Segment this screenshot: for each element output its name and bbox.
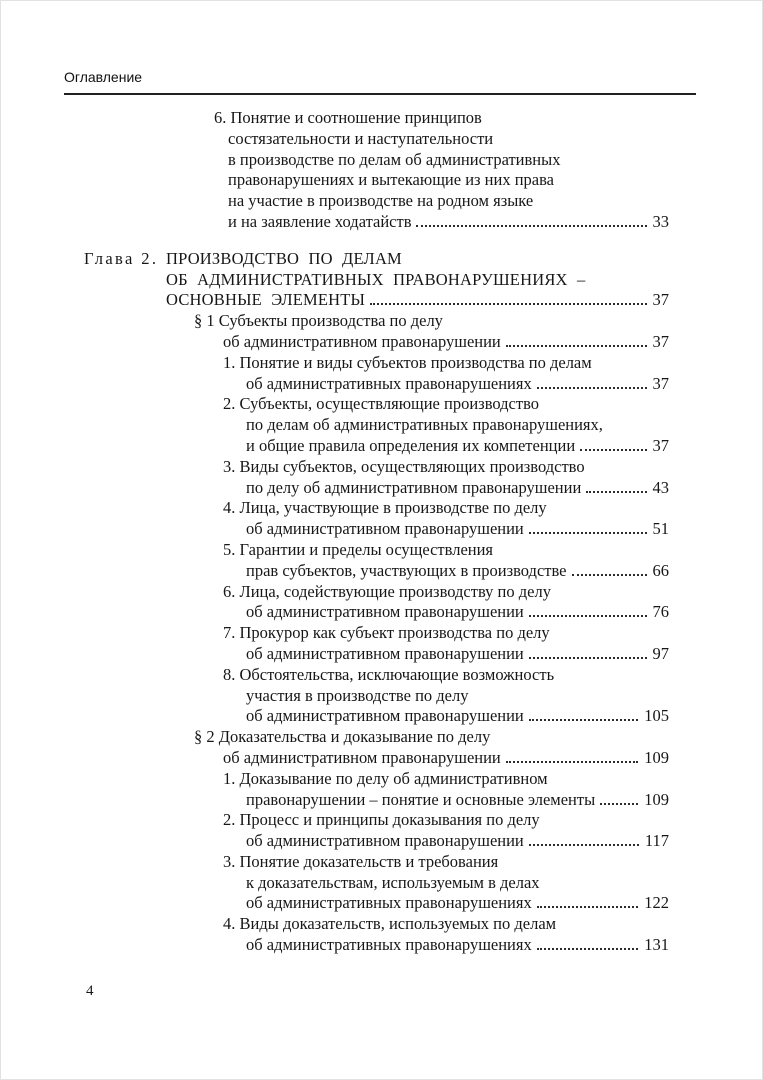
toc-line bbox=[246, 436, 669, 457]
toc-line bbox=[246, 374, 669, 395]
toc-line bbox=[246, 935, 669, 956]
toc-line bbox=[223, 914, 669, 935]
toc-entry-text: 4. Виды доказательств, используемых по делам bbox=[223, 914, 557, 934]
toc-entry-text: в производстве по делам об административных bbox=[228, 149, 561, 169]
toc-entry bbox=[64, 623, 669, 665]
toc-entry-text: об административном правонарушении bbox=[246, 643, 524, 663]
dot-leader bbox=[506, 761, 638, 763]
toc-entry-text: § 2 Доказательства и доказывание по делу bbox=[194, 727, 491, 747]
dot-leader bbox=[506, 345, 647, 347]
toc-entry-text: 6. Понятие и соотношение принципов bbox=[214, 108, 482, 127]
toc-line bbox=[223, 582, 669, 603]
dot-leader bbox=[416, 225, 646, 227]
toc-entry bbox=[64, 108, 669, 233]
toc-list bbox=[64, 108, 669, 956]
toc-line bbox=[228, 212, 669, 233]
toc-entry bbox=[64, 727, 669, 769]
header-rule bbox=[64, 93, 696, 95]
toc-entry-text: правонарушениях и вытекающие из них права bbox=[228, 170, 554, 190]
toc-entry-text: об административных правонарушениях bbox=[246, 935, 532, 955]
toc-line bbox=[228, 170, 669, 191]
toc-page-ref: 33 bbox=[652, 211, 669, 231]
toc-line bbox=[246, 644, 669, 665]
toc-entry-text: об административном правонарушении bbox=[223, 331, 501, 351]
page-number: 4 bbox=[86, 983, 94, 999]
toc-page-ref: 105 bbox=[644, 706, 669, 726]
toc-entry-text: 3. Виды субъектов, осуществляющих производство bbox=[223, 456, 585, 476]
chapter-label: Глава 2. bbox=[84, 248, 159, 268]
dot-leader bbox=[529, 844, 639, 846]
toc-entry-text: 1. Доказывание по делу об административном bbox=[223, 768, 548, 788]
toc-page-ref: 37 bbox=[652, 331, 669, 351]
toc-entry-text: правонарушении – понятие и основные элементы bbox=[246, 789, 596, 809]
toc-entry bbox=[64, 540, 669, 582]
dot-leader bbox=[600, 803, 638, 805]
toc-entry bbox=[64, 582, 669, 624]
toc-entry-text: 2. Субъекты, осуществляющие производство bbox=[223, 394, 539, 414]
toc-entry-text: и общие правила определения их компетенции bbox=[246, 435, 576, 455]
toc-entry bbox=[64, 665, 669, 727]
toc-entry bbox=[64, 914, 669, 956]
toc-page-ref: 76 bbox=[652, 602, 669, 622]
toc-line bbox=[223, 394, 669, 415]
toc-entry-text: § 1 Субъекты производства по делу bbox=[194, 311, 443, 331]
toc-entry bbox=[64, 457, 669, 499]
toc-line bbox=[246, 478, 669, 499]
dot-leader bbox=[529, 615, 647, 617]
toc-line bbox=[223, 457, 669, 478]
toc-entry bbox=[64, 769, 669, 811]
toc-line bbox=[246, 686, 669, 707]
dot-leader bbox=[370, 303, 646, 305]
toc-line bbox=[246, 873, 669, 894]
toc-page-ref: 37 bbox=[652, 435, 669, 455]
toc-line bbox=[194, 727, 669, 748]
toc-page-ref: 117 bbox=[644, 831, 669, 851]
toc-entry-text: к доказательствам, используемым в делах bbox=[246, 872, 540, 892]
toc-entry bbox=[64, 311, 669, 353]
toc-line bbox=[246, 561, 669, 582]
toc-page-ref: 37 bbox=[652, 373, 669, 393]
toc-entry-text: ОБ АДМИНИСТРАТИВНЫХ ПРАВОНАРУШЕНИЯХ – bbox=[166, 269, 586, 289]
dot-leader bbox=[529, 719, 638, 721]
toc-line bbox=[246, 706, 669, 727]
dot-leader bbox=[529, 532, 647, 534]
toc-line bbox=[228, 191, 669, 212]
toc-line bbox=[246, 831, 669, 852]
toc-entry-text: об административном правонарушении bbox=[246, 706, 524, 726]
toc-entry-text: 5. Гарантии и пределы осуществления bbox=[223, 539, 494, 559]
dot-leader bbox=[580, 449, 646, 451]
toc-line bbox=[166, 270, 669, 291]
dot-leader bbox=[572, 574, 647, 576]
toc-line bbox=[228, 129, 669, 150]
toc-entry-text: ОСНОВНЫЕ ЭЛЕМЕНТЫ bbox=[166, 290, 366, 310]
toc-page-ref: 109 bbox=[644, 747, 669, 767]
toc-entry bbox=[64, 394, 669, 456]
toc-entry-text: об административном правонарушении bbox=[223, 747, 501, 767]
toc-line bbox=[223, 665, 669, 686]
toc-entry-text: об административных правонарушениях bbox=[246, 373, 532, 393]
toc-entry-text: 6. Лица, содействующие производству по делу bbox=[223, 581, 551, 601]
toc-entry-text: 3. Понятие доказательств и требования bbox=[223, 851, 499, 871]
toc-line bbox=[223, 769, 669, 790]
toc-entry-text: по делу об административном правонарушении bbox=[246, 477, 582, 497]
toc-line bbox=[223, 353, 669, 374]
toc-line bbox=[246, 415, 669, 436]
toc-entry-text: на участие в производстве на родном языке bbox=[228, 191, 534, 211]
toc-line bbox=[223, 852, 669, 873]
toc-line bbox=[223, 623, 669, 644]
toc-line bbox=[246, 602, 669, 623]
dot-leader bbox=[586, 491, 646, 493]
toc-page-ref: 97 bbox=[652, 643, 669, 663]
toc-line bbox=[194, 311, 669, 332]
toc-page-ref: 109 bbox=[644, 789, 669, 809]
toc-line bbox=[166, 290, 669, 311]
toc-entry-text: состязательности и наступательности bbox=[228, 128, 494, 148]
toc-entry bbox=[64, 810, 669, 852]
dot-leader bbox=[529, 657, 647, 659]
toc-page-ref: 37 bbox=[652, 290, 669, 310]
toc-entry-text: ПРОИЗВОДСТВО ПО ДЕЛАМ bbox=[166, 248, 402, 268]
toc-line bbox=[223, 810, 669, 831]
toc-entry-text: 1. Понятие и виды субъектов производства по делам bbox=[223, 352, 592, 372]
toc-entry bbox=[64, 498, 669, 540]
dot-leader bbox=[537, 948, 639, 950]
toc-page-ref: 122 bbox=[644, 893, 669, 913]
toc-entry-text: участия в производстве по делу bbox=[246, 685, 469, 705]
toc-line bbox=[84, 249, 669, 270]
toc-entry-text: об административном правонарушении bbox=[246, 519, 524, 539]
toc-line bbox=[246, 519, 669, 540]
dot-leader bbox=[537, 906, 639, 908]
toc-line bbox=[223, 540, 669, 561]
toc-entry-text: об административных правонарушениях bbox=[246, 893, 532, 913]
toc-page-ref: 51 bbox=[652, 519, 669, 539]
toc-entry-text: об административном правонарушении bbox=[246, 602, 524, 622]
toc-entry-text: 2. Процесс и принципы доказывания по делу bbox=[223, 810, 540, 830]
toc-page-ref: 66 bbox=[652, 560, 669, 580]
toc-entry-text: и на заявление ходатайств bbox=[228, 211, 412, 231]
toc-line bbox=[223, 332, 669, 353]
toc-page-ref: 43 bbox=[652, 477, 669, 497]
toc-entry bbox=[64, 353, 669, 395]
toc-page-ref: 131 bbox=[644, 935, 669, 955]
toc-entry bbox=[64, 249, 669, 311]
running-header: Оглавление bbox=[64, 69, 143, 85]
toc-entry-text: 4. Лица, участвующие в производстве по делу bbox=[223, 498, 547, 518]
toc-line bbox=[223, 748, 669, 769]
toc-line bbox=[223, 498, 669, 519]
toc-entry-text: об административном правонарушении bbox=[246, 831, 524, 851]
toc-entry bbox=[64, 852, 669, 914]
toc-entry-text: прав субъектов, участвующих в производстве bbox=[246, 560, 567, 580]
toc-entry-text: 8. Обстоятельства, исключающие возможность bbox=[223, 664, 555, 684]
toc-line bbox=[228, 150, 669, 171]
toc-line bbox=[246, 893, 669, 914]
toc-line bbox=[246, 790, 669, 811]
dot-leader bbox=[537, 387, 647, 389]
toc-line bbox=[214, 108, 669, 129]
toc-entry-text: 7. Прокурор как субъект производства по делу bbox=[223, 623, 550, 643]
toc-entry-text: по делам об административных правонарушениях, bbox=[246, 415, 603, 435]
